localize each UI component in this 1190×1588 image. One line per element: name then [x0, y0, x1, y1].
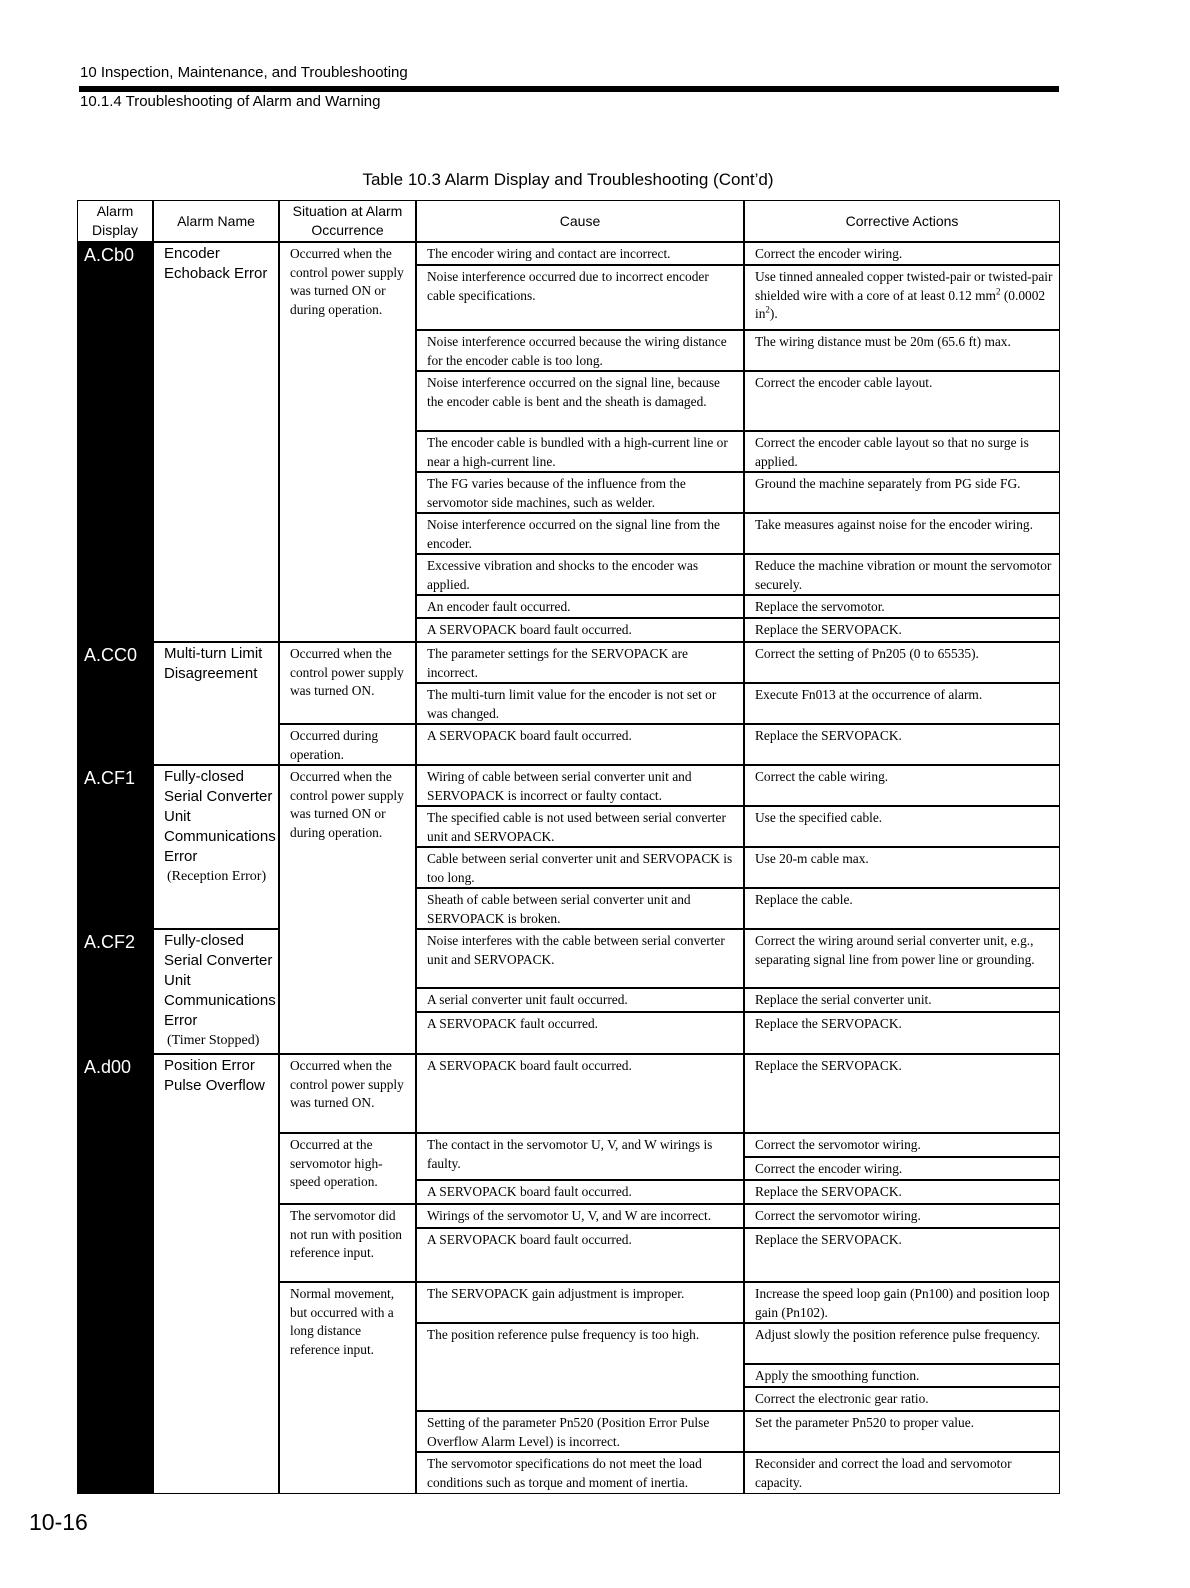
- action-cell: Replace the serial converter unit.: [745, 989, 1059, 1012]
- cause-cell: The parameter settings for the SERVOPACK are incorrect.: [417, 643, 745, 684]
- cause-cell: A SERVOPACK board fault occurred.: [417, 619, 745, 643]
- cause-cell: Setting of the parameter Pn520 (Position Error Pulse Overflow Alarm Level) is incorrect.: [417, 1412, 745, 1453]
- alarm-name-text: Fully-closed Serial Converter Unit Communications Error: [164, 768, 276, 865]
- cause-cell: Excessive vibration and shocks to the encoder was applied.: [417, 555, 745, 596]
- cause-cell: A SERVOPACK board fault occurred.: [417, 725, 745, 766]
- action-cell: Reconsider and correct the load and servomotor capacity.: [755, 1456, 1012, 1490]
- alarm-name: [154, 766, 280, 930]
- superscript: 2: [995, 286, 1001, 297]
- table-row: [78, 1055, 1059, 1134]
- table-caption: Table 10.3 Alarm Display and Troubleshooting (Cont’d): [362, 170, 774, 189]
- action-cell: [745, 266, 1059, 331]
- col-cause: Cause: [417, 201, 745, 243]
- action-cell: Apply the smoothing function.: [745, 1365, 1059, 1388]
- action-cell: Reduce the machine vibration or mount the servomotor securely.: [745, 555, 1059, 596]
- table-header-row: [78, 201, 1059, 243]
- alarm-name: Multi-turn Limit Disagreement: [154, 643, 280, 766]
- cause-cell: An encoder fault occurred.: [417, 596, 745, 619]
- alarm-code: A.Cb0: [78, 243, 154, 643]
- cause-cell: Cable between serial converter unit and SERVOPACK is too long.: [417, 848, 745, 889]
- cause-cell: Noise interferes with the cable between serial converter unit and SERVOPACK.: [417, 930, 745, 989]
- cause-cell: The FG varies because of the influence from the servomotor side machines, such as welder.: [417, 473, 745, 514]
- cause-cell: The servomotor specifications do not meet the load conditions such as torque and moment of inertia.: [417, 1453, 745, 1493]
- situation-cell: Occurred during operation.: [280, 725, 417, 766]
- alarm-code: A.CF1: [78, 766, 154, 930]
- cause-cell: Noise interference occurred due to incorrect encoder cable specifications.: [417, 266, 745, 331]
- alarm-name: [154, 930, 280, 1055]
- action-cell: Ground the machine separately from PG side FG.: [745, 473, 1059, 514]
- col-alarm-name: Alarm Name: [154, 201, 280, 243]
- action-cell: Increase the speed loop gain (Pn100) and position loop gain (Pn102).: [745, 1283, 1059, 1324]
- cause-cell: The multi-turn limit value for the encoder is not set or was changed.: [417, 684, 745, 725]
- action-text: Use tinned annealed copper twisted-pair or twisted-pair shielded wire with a core of at least 0.12 mm: [755, 269, 1053, 303]
- situation-cell: Normal movement, but occurred with a long distance reference input.: [280, 1283, 417, 1493]
- action-cell: Replace the cable.: [745, 889, 1059, 930]
- situation-cell: Occurred at the servomotor high-speed operation.: [280, 1134, 417, 1205]
- cause-cell: Noise interference occurred on the signal line, because the encoder cable is bent and the sheath is damaged.: [417, 372, 745, 432]
- table-row: [78, 643, 1059, 684]
- alarm-name-note: (Timer Stopped): [167, 1033, 260, 1048]
- cause-cell: A serial converter unit fault occurred.: [417, 989, 745, 1012]
- action-cell: Correct the electronic gear ratio.: [745, 1388, 1059, 1412]
- action-cell: Use the specified cable.: [745, 807, 1059, 848]
- situation-cell: The servomotor did not run with position reference input.: [280, 1205, 417, 1283]
- alarm-name-note: (Reception Error): [167, 869, 267, 884]
- alarm-code: A.CC0: [78, 643, 154, 766]
- cause-cell: Wiring of cable between serial converter unit and SERVOPACK is incorrect or faulty contact.: [417, 766, 745, 807]
- table-row: [78, 243, 1059, 266]
- col-alarm-display: Alarm Display: [78, 201, 154, 243]
- situation-cell: Occurred when the control power supply was turned ON or during operation.: [280, 766, 417, 1055]
- superscript: 2: [765, 304, 770, 315]
- action-cell: Correct the servomotor wiring.: [745, 1205, 1059, 1229]
- cause-cell: A SERVOPACK board fault occurred.: [417, 1055, 745, 1134]
- action-cell: Correct the encoder wiring.: [745, 1158, 1059, 1181]
- action-cell: Replace the SERVOPACK.: [745, 725, 1059, 766]
- situation-cell: Occurred when the control power supply was turned ON.: [280, 643, 417, 725]
- cause-cell: The encoder cable is bundled with a high-current line or near a high-current line.: [417, 432, 745, 473]
- action-cell: Replace the SERVOPACK.: [745, 1229, 1059, 1283]
- action-cell: The wiring distance must be 20m (65.6 ft) max.: [745, 331, 1059, 372]
- col-situation: Situation at Alarm Occurrence: [280, 201, 417, 243]
- cause-cell: The SERVOPACK gain adjustment is improper.: [417, 1283, 745, 1324]
- cause-cell: The specified cable is not used between serial converter unit and SERVOPACK.: [417, 807, 745, 848]
- table-row: [78, 766, 1059, 807]
- cause-cell: Noise interference occurred because the wiring distance for the encoder cable is too long.: [417, 331, 745, 372]
- action-cell: Correct the encoder wiring.: [745, 243, 1059, 266]
- action-cell: Replace the SERVOPACK.: [745, 1013, 1059, 1055]
- situation-cell: Occurred when the control power supply was turned ON.: [280, 1055, 417, 1134]
- table-row: [78, 930, 1059, 989]
- action-cell: Replace the SERVOPACK.: [745, 619, 1059, 643]
- cause-cell: Wirings of the servomotor U, V, and W are incorrect.: [417, 1205, 745, 1229]
- alarm-table: [77, 200, 1060, 1494]
- chapter-header: 10 Inspection, Maintenance, and Troubleshooting: [80, 64, 408, 81]
- action-cell: Correct the servomotor wiring.: [745, 1134, 1059, 1158]
- cause-cell: Sheath of cable between serial converter unit and SERVOPACK is broken.: [417, 889, 745, 930]
- cause-cell: A SERVOPACK fault occurred.: [417, 1013, 745, 1055]
- action-cell: Adjust slowly the position reference pulse frequency.: [745, 1324, 1059, 1365]
- alarm-name: Position Error Pulse Overflow: [154, 1055, 280, 1493]
- action-text: ).: [769, 306, 778, 321]
- action-cell: Replace the servomotor.: [745, 596, 1059, 619]
- action-cell: Correct the encoder cable layout so that no surge is applied.: [745, 432, 1059, 473]
- action-cell: Use 20-m cable max.: [745, 848, 1059, 889]
- alarm-code: A.CF2: [78, 930, 154, 1055]
- action-text: (0.0002 in: [755, 287, 1046, 321]
- cause-cell: A SERVOPACK board fault occurred.: [417, 1229, 745, 1283]
- col-corrective: Corrective Actions: [745, 201, 1059, 243]
- action-cell: Replace the SERVOPACK.: [745, 1055, 1059, 1134]
- cause-cell: The position reference pulse frequency is too high.: [417, 1324, 745, 1412]
- situation-cell: Occurred when the control power supply was turned ON or during operation.: [280, 243, 417, 643]
- cause-cell: The contact in the servomotor U, V, and W wirings is faulty.: [417, 1134, 745, 1181]
- alarm-name-text: Fully-closed Serial Converter Unit Communications Error: [164, 932, 276, 1029]
- page-number: 10-16: [29, 1509, 88, 1535]
- section-header: 10.1.4 Troubleshooting of Alarm and Warning: [80, 93, 381, 110]
- action-cell: Correct the cable wiring.: [745, 766, 1059, 807]
- cause-cell: The encoder wiring and contact are incorrect.: [417, 243, 745, 266]
- action-cell: Correct the wiring around serial converter unit, e.g., separating signal line from power line or grounding.: [745, 930, 1059, 989]
- alarm-code: A.d00: [78, 1055, 154, 1493]
- alarm-name: Encoder Echoback Error: [154, 243, 280, 643]
- action-cell: Correct the setting of Pn205 (0 to 65535).: [745, 643, 1059, 684]
- action-cell: Correct the encoder cable layout.: [745, 372, 1059, 432]
- cause-cell: Noise interference occurred on the signal line from the encoder.: [417, 514, 745, 555]
- cause-cell: A SERVOPACK board fault occurred.: [417, 1181, 745, 1205]
- action-cell: Execute Fn013 at the occurrence of alarm.: [745, 684, 1059, 725]
- action-cell: Replace the SERVOPACK.: [745, 1181, 1059, 1205]
- action-cell: Take measures against noise for the encoder wiring.: [745, 514, 1059, 555]
- action-cell: Set the parameter Pn520 to proper value.: [745, 1412, 1059, 1453]
- header-rule: [79, 86, 1059, 92]
